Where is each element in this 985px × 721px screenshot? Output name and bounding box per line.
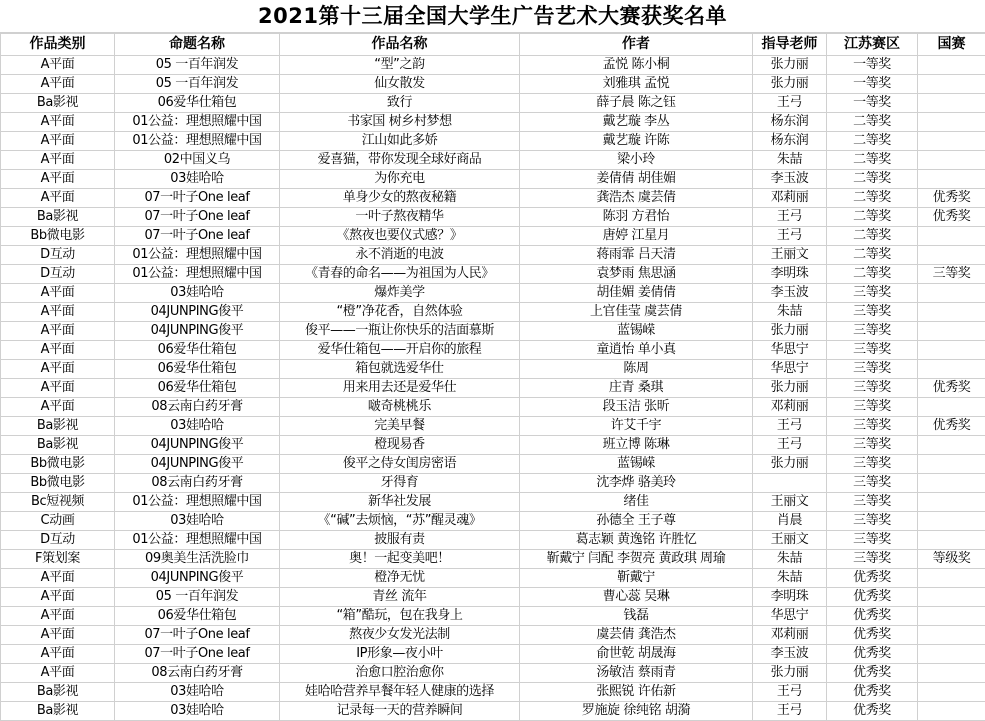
header-national-award: 国赛 bbox=[918, 34, 985, 56]
table-row bbox=[1, 455, 985, 474]
cell-jiangsu-award: 二等奖 bbox=[827, 132, 918, 151]
cell-author: 靳戴宁 bbox=[520, 569, 753, 588]
cell-category: A平面 bbox=[1, 132, 115, 151]
cell-jiangsu-award: 一等奖 bbox=[827, 75, 918, 94]
cell-advisor: 杨东润 bbox=[753, 132, 827, 151]
cell-author: 曹心蕊 吴琳 bbox=[520, 588, 753, 607]
cell-topic: 03娃哈哈 bbox=[115, 170, 280, 189]
cell-work-title: 江山如此多娇 bbox=[280, 132, 520, 151]
cell-jiangsu-award: 优秀奖 bbox=[827, 664, 918, 683]
cell-work-title: 完美早餐 bbox=[280, 417, 520, 436]
cell-author: 孙德全 王子尊 bbox=[520, 512, 753, 531]
table-row bbox=[1, 512, 985, 531]
table-row bbox=[1, 189, 985, 208]
cell-category: A平面 bbox=[1, 645, 115, 664]
cell-author: 龚浩杰 虞芸倩 bbox=[520, 189, 753, 208]
cell-national-award bbox=[918, 626, 985, 645]
cell-author: 戴艺璇 许陈 bbox=[520, 132, 753, 151]
cell-national-award bbox=[918, 56, 985, 75]
cell-advisor: 李玉波 bbox=[753, 170, 827, 189]
cell-topic: 02中国义乌 bbox=[115, 151, 280, 170]
cell-topic: 01公益：理想照耀中国 bbox=[115, 493, 280, 512]
cell-national-award: 优秀奖 bbox=[918, 417, 985, 436]
cell-advisor: 李玉波 bbox=[753, 284, 827, 303]
cell-national-award bbox=[918, 75, 985, 94]
cell-work-title: 熬夜少女发光法制 bbox=[280, 626, 520, 645]
cell-work-title: 青丝 流年 bbox=[280, 588, 520, 607]
table-row bbox=[1, 75, 985, 94]
cell-national-award bbox=[918, 227, 985, 246]
cell-jiangsu-award: 三等奖 bbox=[827, 284, 918, 303]
cell-topic: 03娃哈哈 bbox=[115, 284, 280, 303]
cell-advisor: 李明珠 bbox=[753, 265, 827, 284]
cell-work-title: 俊平——一瓶让你快乐的洁面慕斯 bbox=[280, 322, 520, 341]
cell-author: 袁梦雨 焦思涵 bbox=[520, 265, 753, 284]
cell-jiangsu-award: 三等奖 bbox=[827, 455, 918, 474]
table-row bbox=[1, 284, 985, 303]
cell-national-award: 优秀奖 bbox=[918, 189, 985, 208]
cell-topic: 03娃哈哈 bbox=[115, 702, 280, 721]
cell-category: Ba影视 bbox=[1, 702, 115, 721]
cell-author: 许艾千宇 bbox=[520, 417, 753, 436]
cell-topic: 01公益：理想照耀中国 bbox=[115, 265, 280, 284]
cell-jiangsu-award: 三等奖 bbox=[827, 303, 918, 322]
cell-advisor: 张力丽 bbox=[753, 664, 827, 683]
cell-author: 薛子晨 陈之钰 bbox=[520, 94, 753, 113]
cell-category: A平面 bbox=[1, 303, 115, 322]
cell-advisor bbox=[753, 474, 827, 493]
cell-national-award bbox=[918, 341, 985, 360]
cell-topic: 06爱华仕箱包 bbox=[115, 94, 280, 113]
cell-work-title: 新华社发展 bbox=[280, 493, 520, 512]
table-row bbox=[1, 113, 985, 132]
cell-jiangsu-award: 三等奖 bbox=[827, 512, 918, 531]
cell-advisor: 李明珠 bbox=[753, 588, 827, 607]
table-row bbox=[1, 417, 985, 436]
cell-topic: 04JUNPING俊平 bbox=[115, 569, 280, 588]
cell-jiangsu-award: 一等奖 bbox=[827, 56, 918, 75]
table-row bbox=[1, 322, 985, 341]
cell-category: A平面 bbox=[1, 75, 115, 94]
cell-work-title: 一叶子熬夜精华 bbox=[280, 208, 520, 227]
cell-author: 梁小玲 bbox=[520, 151, 753, 170]
cell-work-title: 永不消逝的电波 bbox=[280, 246, 520, 265]
cell-jiangsu-award: 二等奖 bbox=[827, 227, 918, 246]
table-row bbox=[1, 664, 985, 683]
cell-jiangsu-award: 二等奖 bbox=[827, 170, 918, 189]
cell-advisor: 朱喆 bbox=[753, 569, 827, 588]
cell-advisor: 王丽文 bbox=[753, 531, 827, 550]
cell-advisor: 邓莉丽 bbox=[753, 189, 827, 208]
cell-advisor: 王弓 bbox=[753, 94, 827, 113]
cell-topic: 04JUNPING俊平 bbox=[115, 322, 280, 341]
cell-work-title: 仙女散发 bbox=[280, 75, 520, 94]
cell-national-award bbox=[918, 569, 985, 588]
cell-advisor: 李玉波 bbox=[753, 645, 827, 664]
cell-jiangsu-award: 二等奖 bbox=[827, 246, 918, 265]
header-category: 作品类别 bbox=[1, 34, 115, 56]
cell-topic: 04JUNPING俊平 bbox=[115, 303, 280, 322]
table-row bbox=[1, 645, 985, 664]
table-row bbox=[1, 493, 985, 512]
table-body bbox=[1, 56, 985, 721]
cell-national-award bbox=[918, 398, 985, 417]
cell-national-award bbox=[918, 531, 985, 550]
cell-jiangsu-award: 三等奖 bbox=[827, 436, 918, 455]
table-row bbox=[1, 227, 985, 246]
cell-category: Bb微电影 bbox=[1, 227, 115, 246]
cell-jiangsu-award: 优秀奖 bbox=[827, 588, 918, 607]
cell-author: 蒋雨霏 吕天清 bbox=[520, 246, 753, 265]
cell-author: 唐婷 江星月 bbox=[520, 227, 753, 246]
cell-category: Ba影视 bbox=[1, 208, 115, 227]
cell-author: 葛志颖 黄逸铭 许胜忆 bbox=[520, 531, 753, 550]
cell-jiangsu-award: 优秀奖 bbox=[827, 569, 918, 588]
cell-author: 庄青 桑琪 bbox=[520, 379, 753, 398]
cell-national-award bbox=[918, 284, 985, 303]
cell-work-title: “箱”酷玩，包在我身上 bbox=[280, 607, 520, 626]
cell-topic: 07一叶子One leaf bbox=[115, 645, 280, 664]
cell-national-award bbox=[918, 170, 985, 189]
cell-author: 孟悦 陈小桐 bbox=[520, 56, 753, 75]
cell-category: Bb微电影 bbox=[1, 474, 115, 493]
cell-jiangsu-award: 三等奖 bbox=[827, 531, 918, 550]
cell-author: 陈周 bbox=[520, 360, 753, 379]
cell-jiangsu-award: 三等奖 bbox=[827, 341, 918, 360]
cell-national-award: 优秀奖 bbox=[918, 379, 985, 398]
table-row bbox=[1, 398, 985, 417]
cell-work-title: 爆炸美学 bbox=[280, 284, 520, 303]
header-advisor: 指导老师 bbox=[753, 34, 827, 56]
cell-national-award bbox=[918, 588, 985, 607]
cell-work-title: 牙得育 bbox=[280, 474, 520, 493]
cell-work-title: 用来用去还是爱华仕 bbox=[280, 379, 520, 398]
cell-author: 刘雅琪 孟悦 bbox=[520, 75, 753, 94]
cell-national-award bbox=[918, 645, 985, 664]
table-row bbox=[1, 265, 985, 284]
cell-category: A平面 bbox=[1, 664, 115, 683]
cell-category: D互动 bbox=[1, 246, 115, 265]
cell-national-award bbox=[918, 94, 985, 113]
cell-author: 虞芸倩 龚浩杰 bbox=[520, 626, 753, 645]
cell-author: 姜倩倩 胡佳媚 bbox=[520, 170, 753, 189]
cell-category: A平面 bbox=[1, 379, 115, 398]
cell-author: 段玉洁 张昕 bbox=[520, 398, 753, 417]
cell-work-title: 《“碱”去烦恼，“苏”醒灵魂》 bbox=[280, 512, 520, 531]
cell-advisor: 朱喆 bbox=[753, 151, 827, 170]
cell-national-award bbox=[918, 151, 985, 170]
cell-category: A平面 bbox=[1, 398, 115, 417]
cell-category: A平面 bbox=[1, 626, 115, 645]
table-row bbox=[1, 702, 985, 721]
cell-advisor: 张力丽 bbox=[753, 379, 827, 398]
cell-work-title: 单身少女的熬夜秘籍 bbox=[280, 189, 520, 208]
cell-advisor: 肖晨 bbox=[753, 512, 827, 531]
cell-national-award bbox=[918, 493, 985, 512]
cell-advisor: 王弓 bbox=[753, 436, 827, 455]
cell-topic: 01公益：理想照耀中国 bbox=[115, 132, 280, 151]
cell-topic: 08云南白药牙膏 bbox=[115, 474, 280, 493]
cell-topic: 05 一百年润发 bbox=[115, 588, 280, 607]
table-row bbox=[1, 436, 985, 455]
cell-category: Ba影视 bbox=[1, 436, 115, 455]
cell-work-title: 橙现易香 bbox=[280, 436, 520, 455]
cell-author: 班立博 陈琳 bbox=[520, 436, 753, 455]
cell-national-award bbox=[918, 664, 985, 683]
cell-jiangsu-award: 三等奖 bbox=[827, 322, 918, 341]
cell-author: 沈李烨 骆美玲 bbox=[520, 474, 753, 493]
cell-category: A平面 bbox=[1, 56, 115, 75]
cell-advisor: 华思宁 bbox=[753, 607, 827, 626]
cell-national-award: 三等奖 bbox=[918, 265, 985, 284]
table-row bbox=[1, 56, 985, 75]
cell-category: Ba影视 bbox=[1, 417, 115, 436]
cell-author: 绪佳 bbox=[520, 493, 753, 512]
cell-work-title: 治愈口腔治愈你 bbox=[280, 664, 520, 683]
cell-category: A平面 bbox=[1, 607, 115, 626]
cell-topic: 05 一百年润发 bbox=[115, 56, 280, 75]
cell-work-title: 爱喜猫，带你发现全球好商品 bbox=[280, 151, 520, 170]
cell-author: 张熙锐 许佑新 bbox=[520, 683, 753, 702]
cell-author: 童逍怡 单小真 bbox=[520, 341, 753, 360]
table-row bbox=[1, 360, 985, 379]
cell-advisor: 邓莉丽 bbox=[753, 398, 827, 417]
cell-author: 陈羽 方君怡 bbox=[520, 208, 753, 227]
cell-work-title: 《青春的命名——为祖国为人民》 bbox=[280, 265, 520, 284]
table-row bbox=[1, 531, 985, 550]
cell-national-award bbox=[918, 113, 985, 132]
table-row bbox=[1, 132, 985, 151]
cell-category: D互动 bbox=[1, 531, 115, 550]
cell-jiangsu-award: 三等奖 bbox=[827, 417, 918, 436]
table-row bbox=[1, 379, 985, 398]
cell-advisor: 王弓 bbox=[753, 208, 827, 227]
cell-category: A平面 bbox=[1, 322, 115, 341]
cell-topic: 01公益：理想照耀中国 bbox=[115, 246, 280, 265]
cell-jiangsu-award: 优秀奖 bbox=[827, 702, 918, 721]
cell-work-title: 致行 bbox=[280, 94, 520, 113]
cell-author: 靳戴宁 闫配 李贺亮 黄政琪 周瑜 bbox=[520, 550, 753, 569]
cell-work-title: 娃哈哈营养早餐年轻人健康的选择 bbox=[280, 683, 520, 702]
cell-work-title: 啵奇桃桃乐 bbox=[280, 398, 520, 417]
cell-author: 戴艺璇 李丛 bbox=[520, 113, 753, 132]
cell-jiangsu-award: 二等奖 bbox=[827, 189, 918, 208]
cell-topic: 08云南白药牙膏 bbox=[115, 664, 280, 683]
cell-category: Ba影视 bbox=[1, 94, 115, 113]
cell-advisor: 朱喆 bbox=[753, 550, 827, 569]
table-row bbox=[1, 607, 985, 626]
cell-topic: 03娃哈哈 bbox=[115, 417, 280, 436]
header-row bbox=[1, 34, 985, 56]
header-work-title: 作品名称 bbox=[280, 34, 520, 56]
cell-author: 汤敏洁 蔡雨青 bbox=[520, 664, 753, 683]
cell-national-award bbox=[918, 246, 985, 265]
cell-jiangsu-award: 二等奖 bbox=[827, 265, 918, 284]
cell-advisor: 朱喆 bbox=[753, 303, 827, 322]
cell-topic: 07一叶子One leaf bbox=[115, 626, 280, 645]
cell-category: D互动 bbox=[1, 265, 115, 284]
cell-advisor: 华思宁 bbox=[753, 341, 827, 360]
cell-category: C动画 bbox=[1, 512, 115, 531]
table-row bbox=[1, 341, 985, 360]
table-row bbox=[1, 550, 985, 569]
cell-advisor: 王弓 bbox=[753, 227, 827, 246]
cell-jiangsu-award: 二等奖 bbox=[827, 151, 918, 170]
cell-topic: 01公益：理想照耀中国 bbox=[115, 531, 280, 550]
table-row bbox=[1, 170, 985, 189]
cell-jiangsu-award: 一等奖 bbox=[827, 94, 918, 113]
cell-jiangsu-award: 三等奖 bbox=[827, 360, 918, 379]
cell-topic: 04JUNPING俊平 bbox=[115, 455, 280, 474]
table-row bbox=[1, 588, 985, 607]
cell-national-award bbox=[918, 360, 985, 379]
cell-jiangsu-award: 二等奖 bbox=[827, 113, 918, 132]
cell-category: A平面 bbox=[1, 341, 115, 360]
cell-work-title: 橙净无忧 bbox=[280, 569, 520, 588]
cell-advisor: 邓莉丽 bbox=[753, 626, 827, 645]
cell-topic: 07一叶子One leaf bbox=[115, 227, 280, 246]
cell-work-title: 奥！一起变美吧！ bbox=[280, 550, 520, 569]
awards-table bbox=[0, 33, 985, 721]
cell-work-title: 为你充电 bbox=[280, 170, 520, 189]
table-row bbox=[1, 474, 985, 493]
cell-national-award: 优秀奖 bbox=[918, 208, 985, 227]
cell-national-award bbox=[918, 474, 985, 493]
cell-topic: 03娃哈哈 bbox=[115, 683, 280, 702]
cell-work-title: “橙”净花香，自然体验 bbox=[280, 303, 520, 322]
cell-national-award bbox=[918, 132, 985, 151]
table-row bbox=[1, 246, 985, 265]
cell-category: A平面 bbox=[1, 189, 115, 208]
cell-national-award bbox=[918, 607, 985, 626]
cell-category: A平面 bbox=[1, 151, 115, 170]
cell-jiangsu-award: 三等奖 bbox=[827, 550, 918, 569]
header-jiangsu-award: 江苏赛区 bbox=[827, 34, 918, 56]
cell-jiangsu-award: 二等奖 bbox=[827, 208, 918, 227]
cell-category: A平面 bbox=[1, 588, 115, 607]
cell-author: 蓝锡嵘 bbox=[520, 455, 753, 474]
cell-author: 上官佳莹 虞芸倩 bbox=[520, 303, 753, 322]
cell-author: 俞世乾 胡晟海 bbox=[520, 645, 753, 664]
table-row bbox=[1, 303, 985, 322]
cell-advisor: 王弓 bbox=[753, 417, 827, 436]
cell-work-title: 箱包就选爱华仕 bbox=[280, 360, 520, 379]
cell-work-title: IP形象—夜小叶 bbox=[280, 645, 520, 664]
cell-work-title: 披服有责 bbox=[280, 531, 520, 550]
cell-topic: 09奥美生活洗脸巾 bbox=[115, 550, 280, 569]
cell-topic: 07一叶子One leaf bbox=[115, 189, 280, 208]
cell-national-award bbox=[918, 683, 985, 702]
cell-work-title: 俊平之侍女闺房密语 bbox=[280, 455, 520, 474]
cell-jiangsu-award: 三等奖 bbox=[827, 379, 918, 398]
cell-category: A平面 bbox=[1, 170, 115, 189]
cell-author: 钱磊 bbox=[520, 607, 753, 626]
cell-national-award: 等级奖 bbox=[918, 550, 985, 569]
header-topic: 命题名称 bbox=[115, 34, 280, 56]
cell-advisor: 王丽文 bbox=[753, 493, 827, 512]
cell-work-title: 《熬夜也要仪式感？》 bbox=[280, 227, 520, 246]
cell-jiangsu-award: 优秀奖 bbox=[827, 607, 918, 626]
cell-topic: 06爱华仕箱包 bbox=[115, 607, 280, 626]
cell-topic: 07一叶子One leaf bbox=[115, 208, 280, 227]
cell-topic: 05 一百年润发 bbox=[115, 75, 280, 94]
table-row bbox=[1, 683, 985, 702]
table-row bbox=[1, 626, 985, 645]
table-row bbox=[1, 151, 985, 170]
cell-topic: 06爱华仕箱包 bbox=[115, 341, 280, 360]
cell-category: A平面 bbox=[1, 569, 115, 588]
cell-category: F策划案 bbox=[1, 550, 115, 569]
cell-national-award bbox=[918, 455, 985, 474]
cell-national-award bbox=[918, 322, 985, 341]
cell-work-title: 记录每一天的营养瞬间 bbox=[280, 702, 520, 721]
cell-jiangsu-award: 优秀奖 bbox=[827, 683, 918, 702]
cell-author: 蓝锡嵘 bbox=[520, 322, 753, 341]
cell-advisor: 张力丽 bbox=[753, 56, 827, 75]
cell-jiangsu-award: 优秀奖 bbox=[827, 626, 918, 645]
cell-category: A平面 bbox=[1, 284, 115, 303]
cell-category: A平面 bbox=[1, 113, 115, 132]
cell-advisor: 张力丽 bbox=[753, 322, 827, 341]
cell-national-award bbox=[918, 303, 985, 322]
cell-work-title: 书家国 树乡村梦想 bbox=[280, 113, 520, 132]
cell-advisor: 张力丽 bbox=[753, 455, 827, 474]
table-row bbox=[1, 208, 985, 227]
cell-work-title: “型”之韵 bbox=[280, 56, 520, 75]
cell-national-award bbox=[918, 512, 985, 531]
cell-category: A平面 bbox=[1, 360, 115, 379]
cell-jiangsu-award: 优秀奖 bbox=[827, 645, 918, 664]
cell-category: Bc短视频 bbox=[1, 493, 115, 512]
cell-advisor: 张力丽 bbox=[753, 75, 827, 94]
cell-jiangsu-award: 三等奖 bbox=[827, 474, 918, 493]
cell-topic: 08云南白药牙膏 bbox=[115, 398, 280, 417]
cell-work-title: 爱华仕箱包——开启你的旅程 bbox=[280, 341, 520, 360]
cell-topic: 01公益：理想照耀中国 bbox=[115, 113, 280, 132]
cell-advisor: 杨东润 bbox=[753, 113, 827, 132]
cell-topic: 06爱华仕箱包 bbox=[115, 379, 280, 398]
cell-advisor: 王弓 bbox=[753, 702, 827, 721]
table-row bbox=[1, 94, 985, 113]
cell-category: Ba影视 bbox=[1, 683, 115, 702]
cell-advisor: 王弓 bbox=[753, 683, 827, 702]
cell-topic: 03娃哈哈 bbox=[115, 512, 280, 531]
table-row bbox=[1, 569, 985, 588]
cell-advisor: 王丽文 bbox=[753, 246, 827, 265]
cell-jiangsu-award: 三等奖 bbox=[827, 398, 918, 417]
cell-author: 胡佳媚 姜倩倩 bbox=[520, 284, 753, 303]
cell-advisor: 华思宁 bbox=[753, 360, 827, 379]
cell-topic: 04JUNPING俊平 bbox=[115, 436, 280, 455]
cell-category: Bb微电影 bbox=[1, 455, 115, 474]
header-author: 作者 bbox=[520, 34, 753, 56]
cell-national-award bbox=[918, 436, 985, 455]
cell-jiangsu-award: 三等奖 bbox=[827, 493, 918, 512]
cell-national-award bbox=[918, 702, 985, 721]
sheet-title: 2021第十三届全国大学生广告艺术大赛获奖名单 bbox=[0, 0, 985, 33]
cell-author: 罗施旋 徐纯铭 胡漪 bbox=[520, 702, 753, 721]
cell-topic: 06爱华仕箱包 bbox=[115, 360, 280, 379]
